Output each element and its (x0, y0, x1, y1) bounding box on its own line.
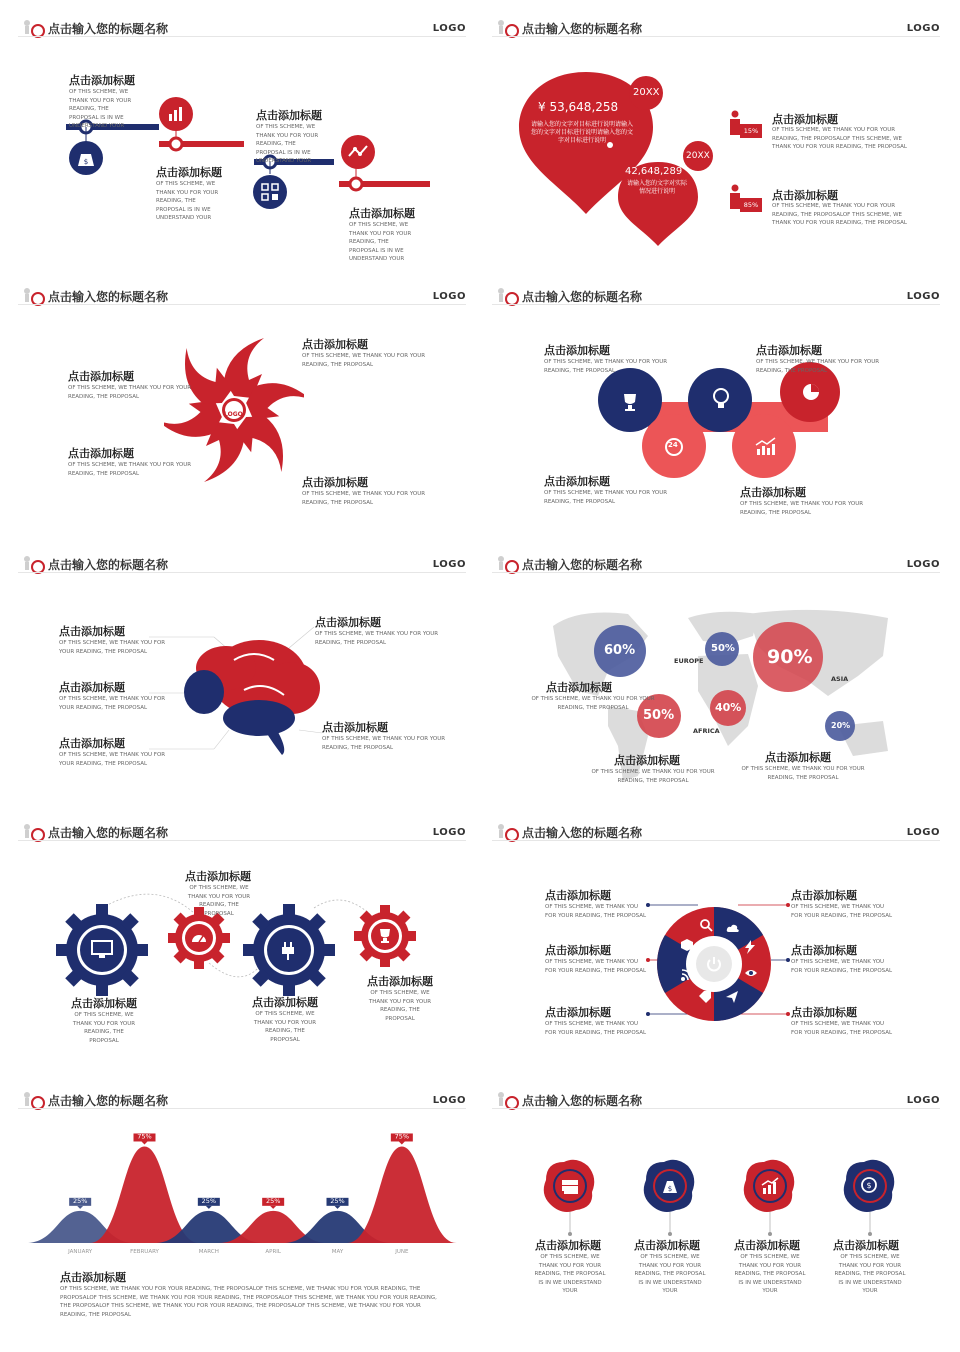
slide-title: 点击输入您的标题名称 (522, 290, 643, 304)
item-body: OF THIS SCHEME, WE THANK YOU FOR YOUR READING, THE PROPOSAL (545, 959, 647, 974)
item-title: 点击添加标题 (252, 996, 318, 1009)
slide-1 (14, 14, 488, 278)
region-label: ASIA (831, 675, 849, 683)
search-icon (699, 918, 713, 932)
item-title: 点击添加标题 (349, 207, 415, 220)
bubble-value: 60% (604, 643, 636, 658)
chart-section-title: 点击添加标题 (60, 1271, 126, 1284)
pie-chart-icon (799, 380, 823, 404)
trophy-icon (375, 926, 395, 946)
slide-3 (14, 282, 488, 546)
item-body: OF THIS SCHEME, WE THANK YOU FOR YOUR READING, THE PROPOSALOF THIS SCHEME, WE THANK YOU FOR YOUR READING, THE PROPOSAL (772, 127, 907, 150)
data-label-pointer (206, 1206, 212, 1209)
item-title: 点击添加标题 (765, 751, 831, 764)
item-body: OF THIS SCHEME, WE THANK YOU FOR YOUR READING, THE PROPOSAL (72, 1012, 136, 1044)
item-title: 点击添加标题 (71, 997, 137, 1010)
item-body: OF THIS SCHEME, WE THANK YOU FOR YOUR READING, THE PROPOSAL (59, 696, 166, 711)
header-divider (18, 304, 466, 305)
item-title: 点击添加标题 (772, 113, 838, 126)
data-label-pointer (142, 1141, 148, 1144)
item-title: 点击添加标题 (545, 944, 611, 957)
x-tick-label: FEBRUARY (130, 1249, 159, 1255)
logo-text: LOGO (906, 1095, 940, 1106)
bubble-value: 50% (711, 643, 735, 654)
item-title: 点击添加标题 (545, 889, 611, 902)
item-title: 点击添加标题 (535, 1239, 601, 1252)
item-title: 点击添加标题 (322, 721, 388, 734)
item-title: 点击添加标题 (791, 1006, 857, 1019)
item-title: 点击添加标题 (68, 370, 134, 383)
qr-code-icon (252, 174, 288, 210)
bubble-value: 50% (643, 708, 675, 723)
data-label: 75% (137, 1132, 152, 1141)
growth-chart-icon (760, 1176, 780, 1196)
item-body: OF THIS SCHEME, WE THANK YOU FOR YOUR READING, THE PROPOSALOF THIS SCHEME, WE THANK YOU FOR YOUR READING, THE PROPOSAL (772, 203, 907, 226)
data-label-pointer (77, 1206, 83, 1209)
slide-5 (14, 550, 488, 814)
logo-text: LOGO (906, 827, 940, 838)
item-title: 点击添加标题 (772, 189, 838, 202)
item-body: OF THIS SCHEME, WE THANK YOU FOR YOUR READING, THE PROPOSAL (302, 353, 426, 368)
slide-title: 点击输入您的标题名称 (48, 22, 169, 36)
send-icon (725, 990, 739, 1004)
x-tick-label: APRIL (265, 1249, 281, 1255)
data-label: 25% (330, 1196, 345, 1205)
item-body: OF THIS SCHEME, WE THANK YOU FOR YOUR READING, THE PROPOSAL IS IN WE UNDERSTAND YOUR (349, 222, 412, 262)
logo-text: LOGO (906, 23, 940, 34)
money-bag-icon (68, 140, 104, 176)
area-peak-june (347, 1146, 456, 1243)
item-body: OF THIS SCHEME, WE THANK YOU FOR YOUR READING, THE PROPOSAL (591, 769, 715, 784)
slide-4 (488, 282, 960, 546)
item-body: OF THIS SCHEME, WE THANK YOU FOR YOUR READING, THE PROPOSAL (68, 462, 192, 477)
slide-title: 点击输入您的标题名称 (522, 558, 643, 572)
item-body: OF THIS SCHEME, WE THANK YOU FOR YOUR READING, THE PROPOSAL (740, 501, 864, 516)
lightbulb-icon (709, 386, 733, 412)
item-title: 点击添加标题 (256, 109, 322, 122)
item-body: OF THIS SCHEME, WE THANK YOU FOR YOUR READING, THE PROPOSAL (59, 640, 166, 655)
year-tag: 20XX (633, 87, 660, 98)
slide-9 (14, 1086, 488, 1350)
slide-6 (488, 550, 960, 814)
growth-chart-icon (753, 435, 779, 459)
item-body: OF THIS SCHEME, WE THANK YOU FOR YOUR READING, THE PROPOSAL (68, 385, 192, 400)
item-title: 点击添加标题 (185, 870, 251, 883)
data-label: 25% (201, 1196, 217, 1205)
logo-text: LOGO (432, 559, 466, 570)
item-title: 点击添加标题 (791, 944, 857, 957)
svg-text:$: $ (667, 1185, 673, 1193)
item-title: 点击添加标题 (833, 1239, 899, 1252)
item-body: OF THIS SCHEME, WE THANK YOU FOR YOUR READING, THE PROPOSAL (302, 491, 426, 506)
item-body: OF THIS SCHEME, WE THANK YOU FOR YOUR READING, THE PROPOSAL (545, 904, 647, 919)
item-body: OF THIS SCHEME, WE THANK YOU FOR YOUR READING, THE PROPOSAL (59, 752, 166, 767)
item-title: 点击添加标题 (69, 74, 135, 87)
cash-stack-icon (560, 1177, 580, 1195)
item-body: OF THIS SCHEME, WE THANK YOU FOR YOUR READING, THE PROPOSAL IS IN WE UNDERSTAND YOUR (534, 1254, 606, 1294)
item-title: 点击添加标题 (59, 625, 125, 638)
slide-2 (488, 14, 960, 278)
svg-text:$: $ (83, 158, 89, 166)
speedometer-icon (189, 928, 209, 948)
svg-text:$: $ (866, 1181, 872, 1190)
item-title: 点击添加标题 (302, 338, 368, 351)
item-title: 点击添加标题 (68, 447, 134, 460)
header-divider (492, 304, 940, 305)
item-title: 点击添加标题 (545, 1006, 611, 1019)
slide-title: 点击输入您的标题名称 (522, 1094, 643, 1108)
item-body: OF THIS SCHEME, WE THANK YOU FOR YOUR READING, THE PROPOSAL (791, 904, 893, 919)
item-title: 点击添加标题 (546, 681, 612, 694)
tag-icon (698, 990, 712, 1004)
item-body: OF THIS SCHEME, WE THANK YOU FOR YOUR READING, THE PROPOSAL (368, 990, 432, 1022)
power-icon (704, 954, 724, 974)
area-peak-february (90, 1146, 199, 1243)
plug-icon (277, 938, 301, 962)
slide-title: 点击输入您的标题名称 (48, 290, 169, 304)
slide-8 (488, 818, 960, 1082)
item-body: OF THIS SCHEME, WE THANK YOU FOR YOUR READING, THE PROPOSAL (544, 490, 668, 505)
year-tag: 20XX (686, 151, 710, 161)
flower-icons-graphic (488, 1086, 960, 1350)
item-body: OF THIS SCHEME, WE THANK YOU FOR YOUR READING, THE PROPOSAL IS IN WE UNDERSTAND YOUR (69, 89, 132, 129)
item-body: OF THIS SCHEME, WE THANK YOU FOR YOUR READING, THE PROPOSAL (756, 359, 880, 374)
logo-text: LOGO (432, 827, 466, 838)
bubble-value: 20% (831, 721, 851, 730)
chart-section-body: OF THIS SCHEME, WE THANK YOU FOR YOUR READING, THE PROPOSALOF THIS SCHEME, WE THANK YOU FOR YOUR READING, THE PROPOSALOF THIS SCHEME, WE THANK YOU FOR YOUR READING, THE PROPOSALOF THIS SCHEME, WE THANK YOU FOR YOUR READING, THE PROPOSALOF THIS SCHEME, WE THANK YOU FOR YOUR READING, THE PROPOSALOF THIS SCHEME, WE THANK YOU FOR YOUR READING, THE PROPOSAL (60, 1286, 437, 1318)
big-value: ¥ 53,648,258 (538, 100, 619, 114)
percent-badge: 85% (740, 198, 762, 212)
logo-text: LOGO (906, 291, 940, 302)
region-label: AFRICA (693, 727, 720, 735)
item-title: 点击添加标题 (756, 344, 822, 357)
monitor-icon (90, 938, 114, 962)
slide-title: 点击输入您的标题名称 (522, 22, 643, 36)
item-title: 点击添加标题 (367, 975, 433, 988)
data-label: 75% (394, 1132, 410, 1141)
slide-7 (14, 818, 488, 1082)
logo-text: LOGO (432, 291, 466, 302)
peak-area-chart (14, 1086, 488, 1266)
item-body: OF THIS SCHEME, WE THANK YOU FOR YOUR READING, THE PROPOSAL (544, 359, 668, 374)
eye-icon (744, 968, 758, 978)
item-body: OF THIS SCHEME, WE THANK YOU FOR YOUR READING, THE PROPOSAL IS IN WE UNDERSTAND YOUR (734, 1254, 806, 1294)
slide-title: 点击输入您的标题名称 (48, 558, 169, 572)
item-body: OF THIS SCHEME, WE THANK YOU FOR YOUR READING, THE PROPOSAL (187, 885, 251, 917)
big-text: 请输入您的文字对目标进行说明请输入您的文字对目标进行说明请输入您的文字对目标进行说明 (530, 121, 633, 144)
percent-badge: 15% (740, 124, 762, 138)
x-tick-label: MARCH (198, 1249, 219, 1255)
x-tick-label: JUNE (395, 1249, 409, 1255)
item-body: OF THIS SCHEME, WE THANK YOU FOR YOUR READING, THE PROPOSAL (741, 766, 865, 781)
item-title: 点击添加标题 (315, 616, 381, 629)
logo-text: LOGO (432, 1095, 466, 1106)
slide-title: 点击输入您的标题名称 (48, 826, 169, 840)
region-label: EUROPE (674, 657, 704, 665)
data-label-pointer (335, 1206, 341, 1209)
bubble-value: 40% (715, 701, 742, 714)
center-logo-text: LOGO (224, 411, 243, 418)
small-text: 请输入您的文字对实际情况进行说明 (626, 180, 687, 195)
x-tick-label: MAY (331, 1249, 344, 1255)
slide-title: 点击输入您的标题名称 (48, 1094, 169, 1108)
item-body: OF THIS SCHEME, WE THANK YOU FOR YOUR READING, THE PROPOSAL (531, 696, 655, 711)
phone-24-label: 24 (668, 441, 678, 449)
dollar-circle-icon (860, 1176, 880, 1196)
cloud-icon (726, 922, 740, 934)
item-title: 点击添加标题 (634, 1239, 700, 1252)
logo-text: LOGO (906, 559, 940, 570)
line-chart-icon (340, 134, 376, 170)
item-title: 点击添加标题 (734, 1239, 800, 1252)
item-title: 点击添加标题 (740, 486, 806, 499)
cube-icon (680, 938, 694, 952)
item-title: 点击添加标题 (59, 737, 125, 750)
item-body: OF THIS SCHEME, WE THANK YOU FOR YOUR READING, THE PROPOSAL (545, 1021, 647, 1036)
lightning-icon (744, 940, 756, 954)
money-bag-icon (660, 1176, 680, 1196)
item-title: 点击添加标题 (302, 476, 368, 489)
item-body: OF THIS SCHEME, WE THANK YOU FOR YOUR READING, THE PROPOSAL (322, 736, 446, 751)
item-title: 点击添加标题 (791, 889, 857, 902)
trophy-icon (618, 390, 642, 414)
data-label-pointer (270, 1206, 276, 1209)
item-title: 点击添加标题 (544, 475, 610, 488)
rss-icon (680, 968, 694, 982)
x-tick-label: JANUARY (68, 1249, 93, 1255)
item-body: OF THIS SCHEME, WE THANK YOU FOR YOUR READING, THE PROPOSAL (791, 1021, 893, 1036)
item-body: OF THIS SCHEME, WE THANK YOU FOR YOUR READING, THE PROPOSAL (253, 1011, 317, 1043)
item-body: OF THIS SCHEME, WE THANK YOU FOR YOUR READING, THE PROPOSAL IS IN WE UNDERSTAND YOUR (156, 181, 219, 221)
slide-title: 点击输入您的标题名称 (522, 826, 643, 840)
item-title: 点击添加标题 (544, 344, 610, 357)
item-title: 点击添加标题 (59, 681, 125, 694)
logo-text: LOGO (432, 23, 466, 34)
item-body: OF THIS SCHEME, WE THANK YOU FOR YOUR READING, THE PROPOSAL IS IN WE UNDERSTAND YOUR (634, 1254, 706, 1294)
bubble-value: 90% (767, 646, 813, 668)
data-label: 25% (72, 1196, 88, 1205)
small-value: 42,648,289 (625, 166, 683, 177)
item-body: OF THIS SCHEME, WE THANK YOU FOR YOUR READING, THE PROPOSAL (315, 631, 439, 646)
slide-10 (488, 1086, 960, 1350)
item-title: 点击添加标题 (614, 754, 680, 767)
item-body: OF THIS SCHEME, WE THANK YOU FOR YOUR READING, THE PROPOSAL (791, 959, 893, 974)
item-title: 点击添加标题 (156, 166, 222, 179)
item-body: OF THIS SCHEME, WE THANK YOU FOR YOUR READING, THE PROPOSAL IS IN WE UNDERSTAND YOUR (256, 124, 319, 164)
data-label: 25% (265, 1196, 281, 1205)
item-body: OF THIS SCHEME, WE THANK YOU FOR YOUR READING, THE PROPOSAL IS IN WE UNDERSTAND YOUR (834, 1254, 906, 1294)
bar-chart-icon (158, 96, 194, 132)
data-label-pointer (399, 1141, 405, 1144)
